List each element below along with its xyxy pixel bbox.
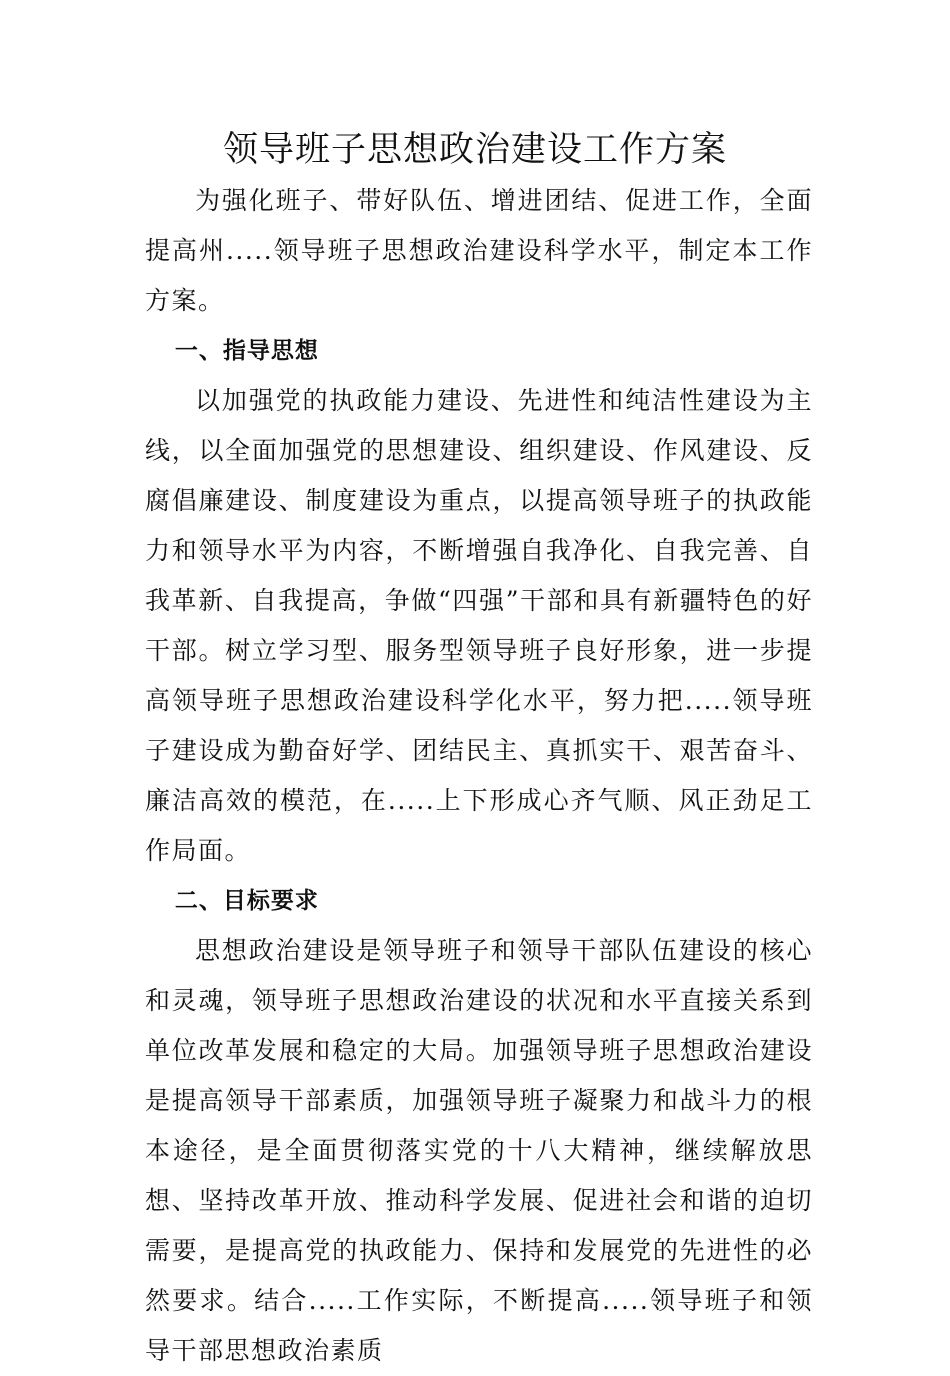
intro-paragraph: 为强化班子、带好队伍、增进团结、促进工作，全面提高州.....领导班子思想政治建设科学水平，制定本工作方案。 (145, 186, 813, 315)
document-body (145, 176, 813, 1376)
section-heading-guiding-ideology: 一、指导思想 (174, 338, 319, 364)
section-heading-goals: 二、目标要求 (174, 888, 319, 914)
document-title: 领导班子思想政治建设工作方案 (222, 130, 727, 170)
section-paragraph-goals: 思想政治建设是领导班子和领导干部队伍建设的核心和灵魂，领导班子思想政治建设的状况和水平直接关系到单位改革发展和稳定的大局。加强领导班子思想政治建设是提高领导干部素质，加强领导班子凝聚力和战斗力的根本途径，是全面贯彻落实党的十八大精神，继续解放思想、坚持改革开放、推动科学发展、促进社会和谐的迫切需要，是提高党的执政能力、保持和发展党的先进性的必然要求。结合.....工作实际，不断提高.....领导班子和领导干部思想政治素质 (145, 936, 813, 1365)
section-paragraph-guiding-ideology: 以加强党的执政能力建设、先进性和纯洁性建设为主线，以全面加强党的思想建设、组织建设、作风建设、反腐倡廉建设、制度建设为重点，以提高领导班子的执政能力和领导水平为内容，不断增强自我净化、自我完善、自我革新、自我提高，争做“四强”干部和具有新疆特色的好干部。树立学习型、服务型领导班子良好形象，进一步提高领导班子思想政治建设科学化水平，努力把.....领导班子建设成为勤奋好学、团结民主、真抓实干、艰苦奋斗、廉洁高效的模范，在.....上下形成心齐气顺、风正劲足工作局面。 (145, 386, 813, 865)
